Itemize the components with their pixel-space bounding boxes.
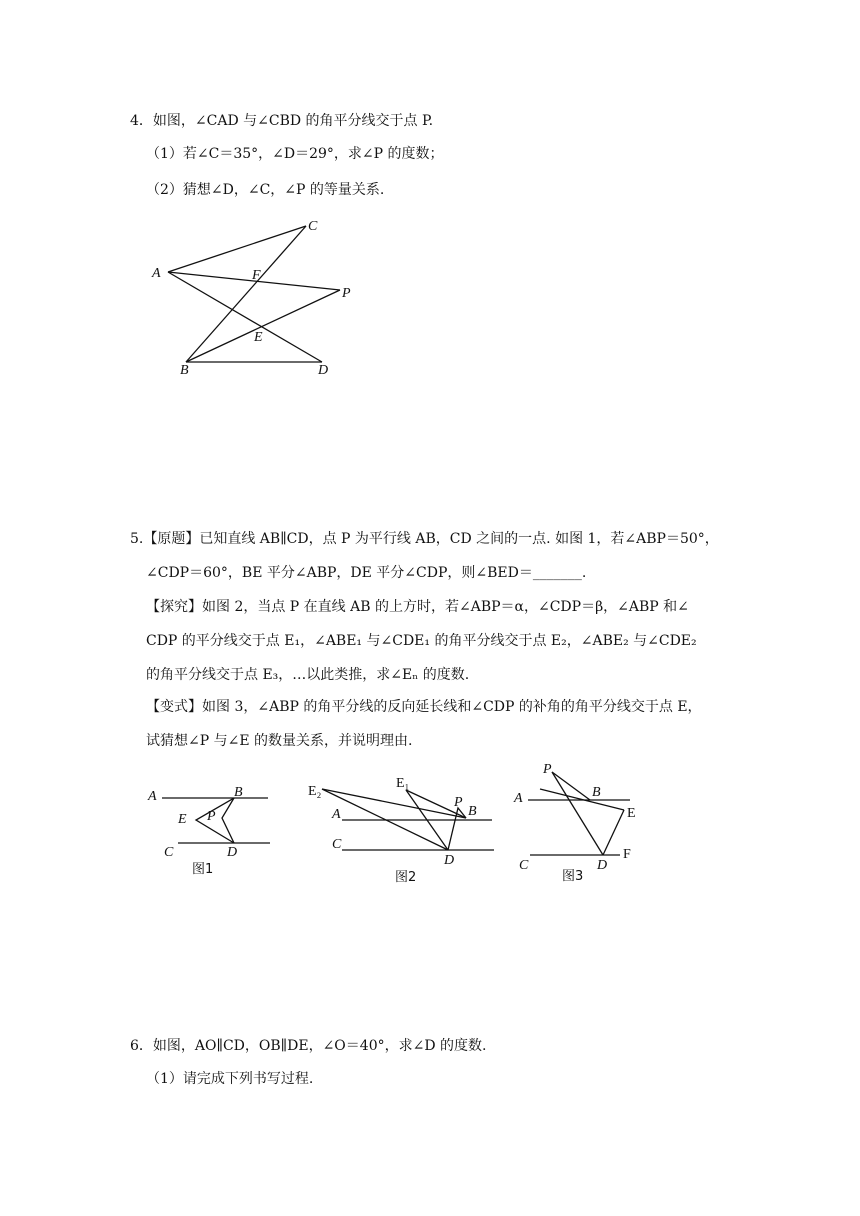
fig1-label-d: D	[227, 845, 238, 860]
fig3-label-a: A	[514, 791, 523, 806]
segment-e2b	[322, 789, 466, 818]
q5-figure-1	[140, 778, 280, 882]
q5-line3: 【探究】如图 2，当点 P 在直线 AB 的上方时，若∠ABP＝α，∠CDP＝β，∠ABP 和∠	[146, 599, 689, 615]
fig2-label-e2: E₂	[308, 784, 322, 799]
label-b: B	[180, 363, 189, 378]
q5-line5: 的角平分线交于点 E₃，…以此类推，求∠Eₙ 的度数.	[146, 667, 470, 683]
fig3-label-e: E	[627, 806, 636, 821]
q4-part1: （1）若∠C＝35°，∠D＝29°，求∠P 的度数；	[146, 146, 444, 162]
q5-line7: 试猜想∠P 与∠E 的数量关系，并说明理由.	[146, 733, 413, 749]
q5-line6: 【变式】如图 3，∠ABP 的角平分线的反向延长线和∠CDP 的补角的角平分线交于点 E，	[146, 699, 702, 715]
label-p: P	[342, 286, 351, 301]
fig2-caption: 图2	[395, 870, 417, 884]
q4-part2: （2）猜想∠D，∠C，∠P 的等量关系.	[146, 182, 385, 198]
q5-line4: CDP 的平分线交于点 E₁，∠ABE₁ 与∠CDE₁ 的角平分线交于点 E₂，∠ABE₂ 与∠CDE₂	[146, 633, 697, 649]
fig1-label-p: P	[207, 809, 216, 824]
label-f: F	[252, 268, 261, 283]
q5-figure-3	[505, 758, 665, 886]
label-a: A	[152, 266, 161, 281]
fig3-label-b: B	[592, 785, 601, 800]
label-e: E	[254, 330, 263, 345]
segment-de	[603, 810, 624, 855]
label-d: D	[318, 363, 329, 378]
q6-part1: （1）请完成下列书写过程.	[146, 1071, 314, 1087]
q5-line1: 5.【原题】已知直线 AB∥CD，点 P 为平行线 AB，CD 之间的一点. 如图 1，若∠ABP＝50°，	[130, 531, 719, 547]
label-c: C	[308, 219, 318, 234]
q6-stem: 6．如图，AO∥CD，OB∥DE，∠O＝40°，求∠D 的度数.	[130, 1038, 487, 1054]
fig1-label-a: A	[148, 789, 157, 804]
q5-figure-2	[300, 772, 500, 884]
q5-line2: ∠CDP＝60°，BE 平分∠ABP，DE 平分∠CDP，则∠BED＝_______.	[146, 565, 587, 581]
fig2-label-a: A	[332, 807, 341, 822]
fig2-label-c: C	[332, 837, 342, 852]
fig1-label-c: C	[164, 845, 174, 860]
fig2-label-d: D	[444, 853, 455, 868]
fig3-label-p: P	[543, 762, 552, 777]
segment-bp	[186, 290, 340, 362]
fig2-label-p: P	[454, 795, 463, 810]
fig3-label-c: C	[519, 858, 529, 873]
fig1-label-b: B	[234, 785, 243, 800]
fig3-label-f: F	[623, 847, 631, 862]
fig3-caption: 图3	[562, 869, 584, 884]
segment-pb	[552, 772, 590, 800]
q4-figure	[140, 210, 370, 385]
fig2-label-e1: E₁	[396, 776, 410, 791]
fig1-label-e: E	[178, 812, 187, 827]
q4-stem: 4．如图，∠CAD 与∠CBD 的角平分线交于点 P.	[130, 113, 434, 129]
fig2-label-b: B	[468, 804, 477, 819]
fig3-label-d: D	[597, 858, 608, 873]
fig1-caption: 图1	[192, 862, 214, 877]
